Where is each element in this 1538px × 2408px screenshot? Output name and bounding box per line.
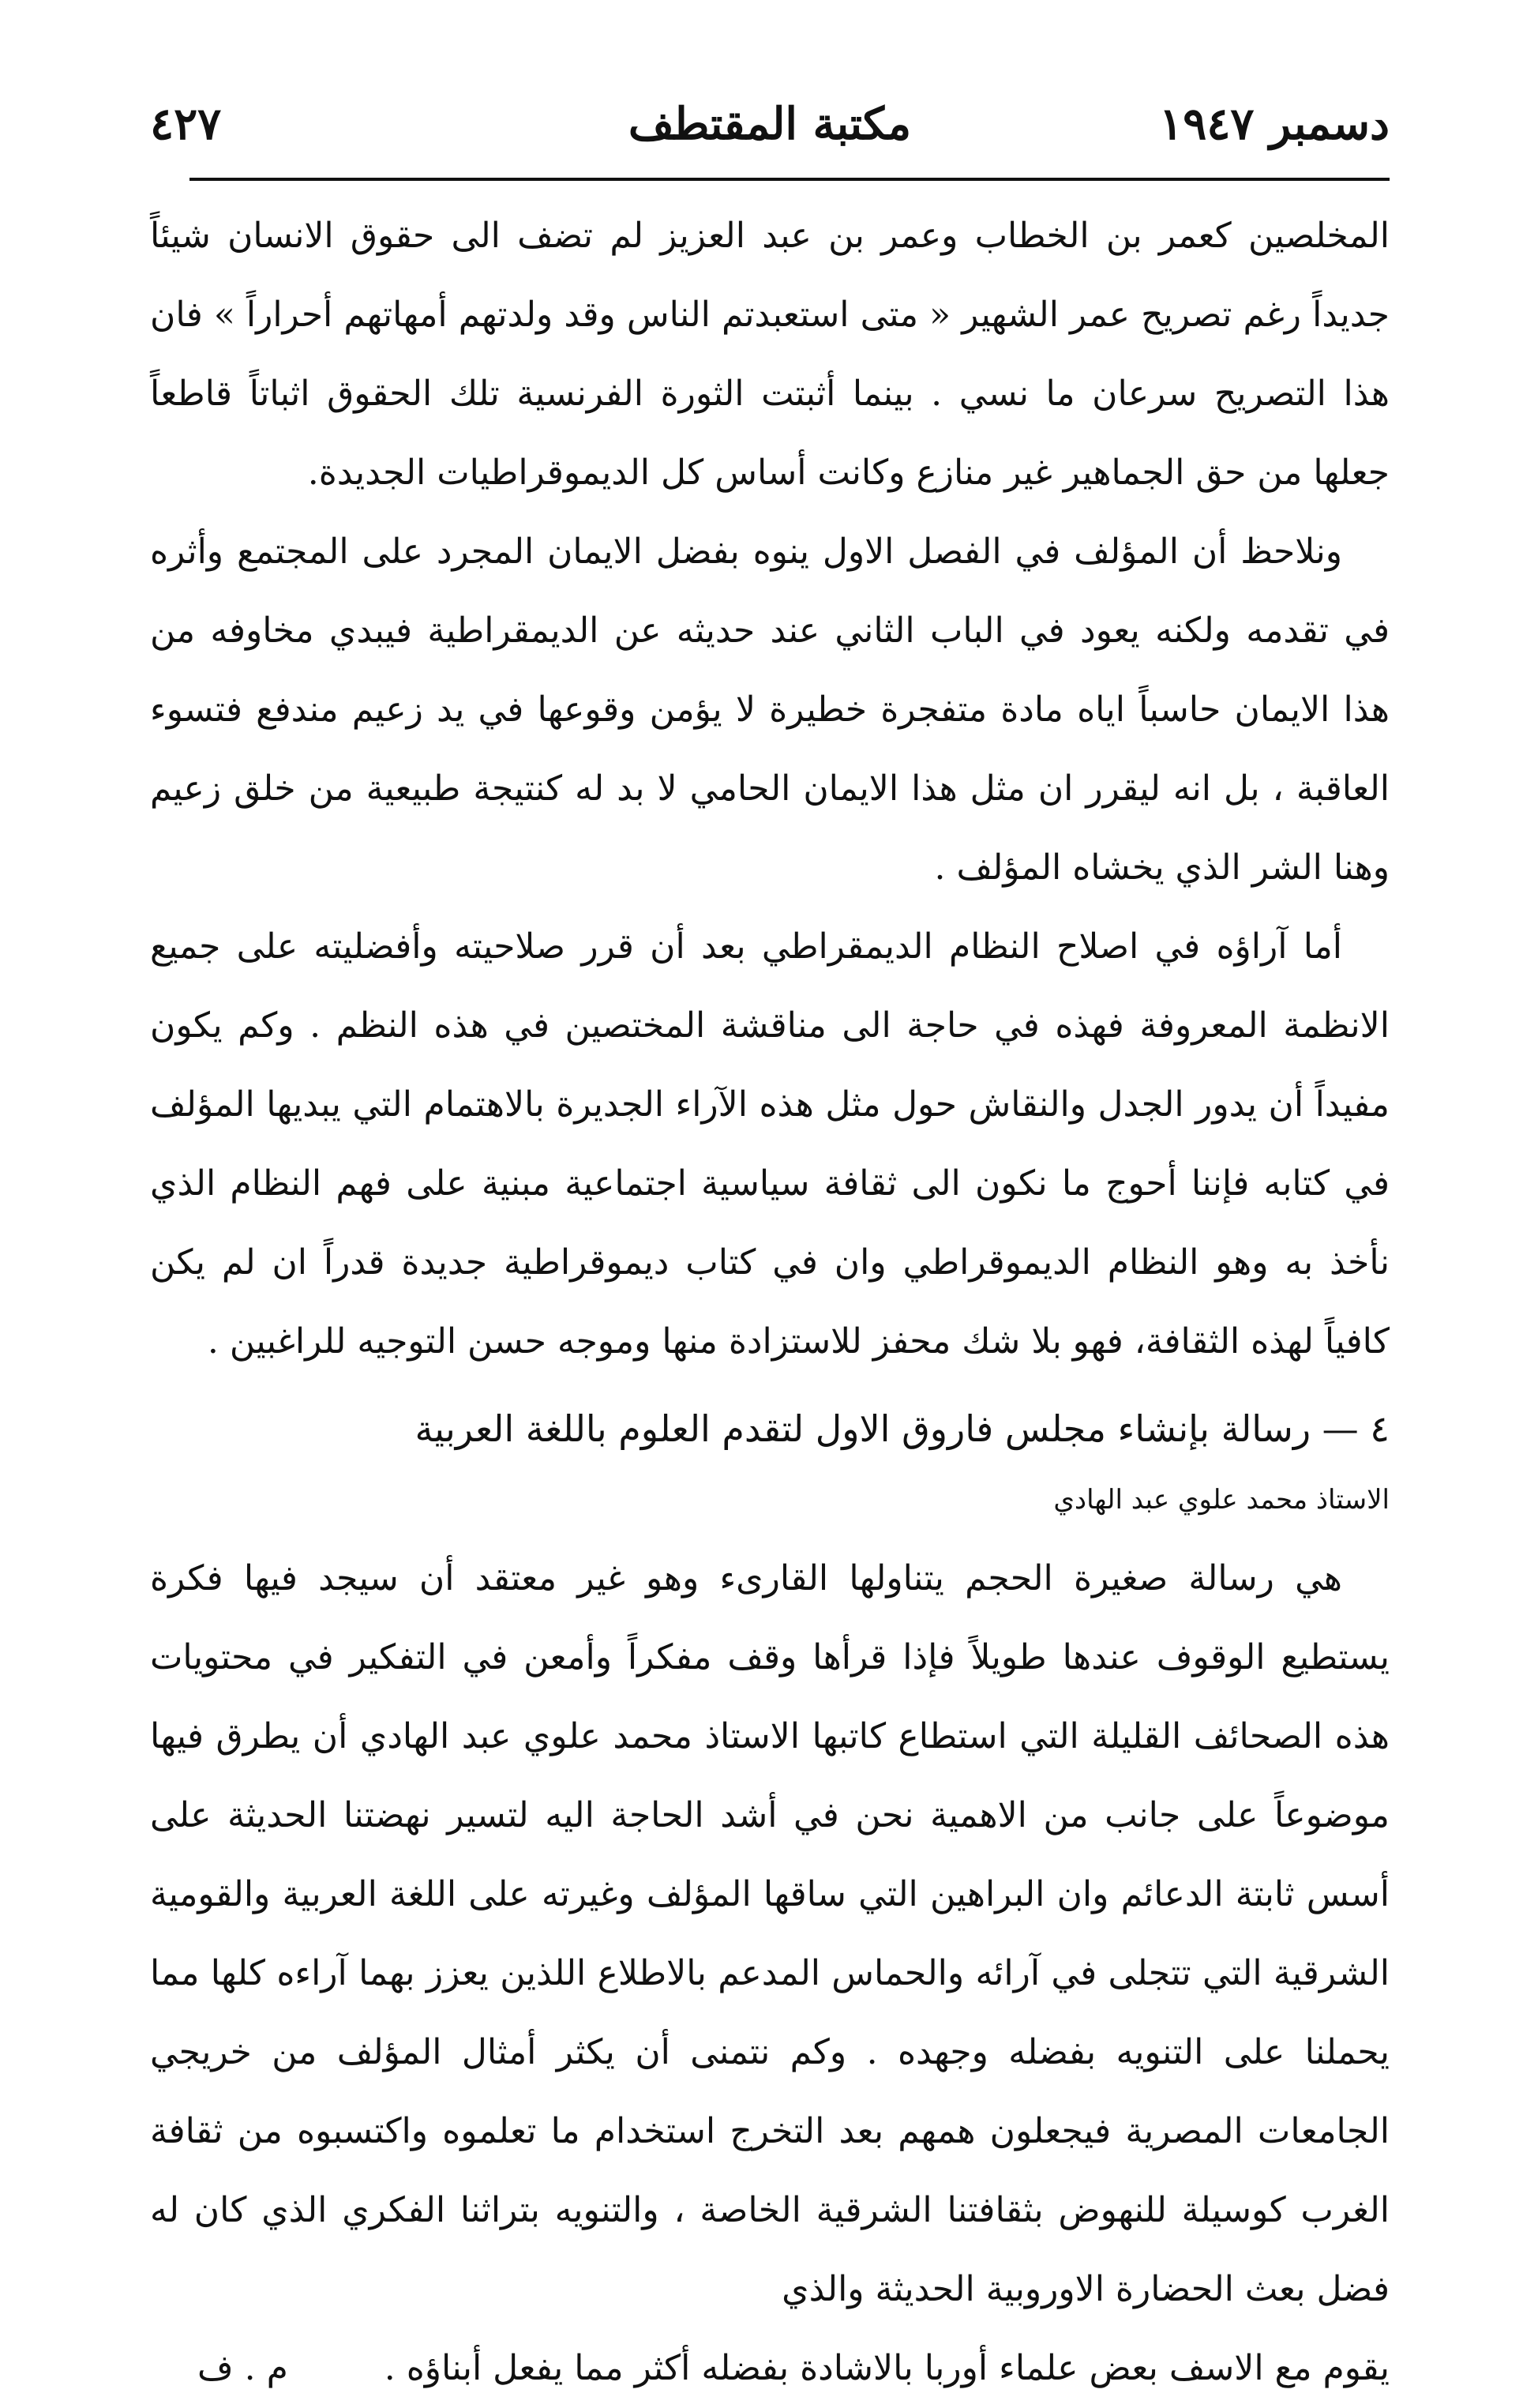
last-line-text: يقوم مع الاسف بعض علماء أوربا بالاشادة بفضله أكثر مما يفعل أبناؤه . xyxy=(384,2348,1390,2388)
section-heading: ٤ — رسالة بإنشاء مجلس فاروق الاول لتقدم العلوم باللغة العربية xyxy=(415,1407,1390,1450)
document-page xyxy=(150,87,1390,2388)
header-title: مكتبة المقتطف xyxy=(628,98,912,150)
header-rule xyxy=(189,178,1390,181)
running-header xyxy=(150,87,1390,162)
article-body xyxy=(150,197,1390,2408)
section-paragraph: هي رسالة صغيرة الحجم يتناولها القارىء وهو غير معتقد أن سيجد فيها فكرة يستطيع الوقوف عندها طويلاً فإذا قرأها وقف مفكراً وأمعن في التفكير في محتويات هذه الصحائف القليلة التي استطاع كاتبها الاستاذ محمد علوي عبد الهادي أن يطرق فيها موضوعاً على جانب من الاهمية نحن في أشد الحاجة اليه لتسير نهضتنا الحديثة على أسس ثابتة الدعائم وان البراهين التي ساقها المؤلف وغيرته على اللغة العربية والقومية الشرقية التي تتجلى في آرائه والحماس المدعم بالاطلاع اللذين يعزز بهما آراءه كلها مما يحملنا على التنويه بفضله وجهده . وكم نتمنى أن يكثر أمثال المؤلف من خريجي الجامعات المصرية فيجعلون همهم بعد التخرج استخدام ما تعلموه واكتسبوه من ثقافة الغرب كوسيلة للنهوض بثقافتنا الشرقية الخاصة ، والتنويه بتراثنا الفكري الذي كان له فضل بعث الحضارة الاوروبية الحديثة والذي xyxy=(150,1558,1390,2309)
header-date: دسمبر ١٩٤٧ xyxy=(1159,98,1390,150)
paragraph-1: المخلصين كعمر بن الخطاب وعمر بن عبد العزيز لم تضف الى حقوق الانسان شيئاً جديداً رغم تصريح عمر الشهير « متى استعبدتم الناس وقد ولدتهم أمهاتهم أحراراً » فان هذا التصريح سرعان ما نسي . بينما أثبتت الثورة الفرنسية تلك الحقوق اثباتاً قاطعاً جعلها من حق الجماهير غير منازع وكانت أساس كل الديموقراطيات الجديدة. xyxy=(150,216,1390,493)
paragraph-2: ونلاحظ أن المؤلف في الفصل الاول ينوه بفضل الايمان المجرد على المجتمع وأثره في تقدمه ولكنه يعود في الباب الثاني عند حديثه عن الديمقراطية فيبدي مخاوفه من هذا الايمان حاسباً اياه مادة متفجرة خطيرة لا يؤمن وقوعها في يد زعيم مندفع فتسوء العاقبة ، بل انه ليقرر ان مثل هذا الايمان الحامي لا بد له كنتيجة طبيعية من خلق زعيم وهنا الشر الذي يخشاه المؤلف . xyxy=(150,532,1390,888)
closing-line xyxy=(150,2329,1390,2408)
section-author: الاستاذ محمد علوي عبد الهادي xyxy=(1053,1484,1390,1516)
paragraph-3: أما آراؤه في اصلاح النظام الديمقراطي بعد أن قرر صلاحيته وأفضليته على جميع الانظمة المعروفة فهذه في حاجة الى مناقشة المختصين في هذه النظم . وكم يكون مفيداً أن يدور الجدل والنقاش حول مثل هذه الآراء الجديرة بالاهتمام التي يبديها المؤلف في كتابه فإننا أحوج ما نكون الى ثقافة سياسية اجتماعية مبنية على فهم النظام الذي نأخذ به وهو النظام الديموقراطي وان في كتاب ديموقراطية جديدة قدراً ان لم يكن كافياً لهذه الثقافة، فهو بلا شك محفز للاستزادة منها وموجه حسن التوجيه للراغبين . xyxy=(150,926,1390,1362)
author-signature: م . ف xyxy=(197,2348,288,2388)
page-number: ٤٢٧ xyxy=(150,98,222,150)
